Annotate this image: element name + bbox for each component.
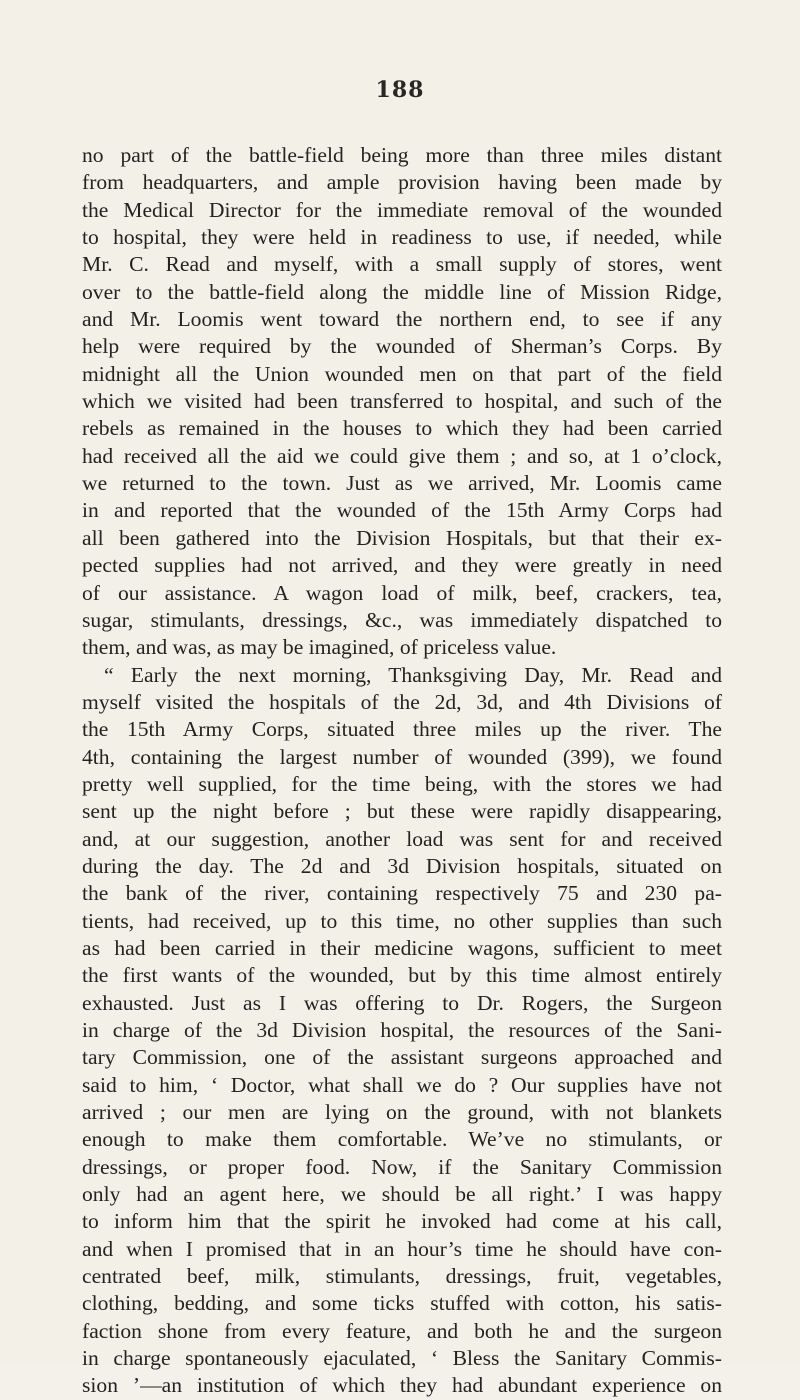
text-line: only had an agent here, we should be all right.’ I was happy xyxy=(82,1182,722,1207)
text-line: all been gathered into the Division Hospitals, but that their ex- xyxy=(82,525,722,550)
body-text xyxy=(82,142,722,1400)
text-line: them, and was, as may be imagined, of priceless value. xyxy=(82,635,557,660)
text-line: we returned to the town. Just as we arrived, Mr. Loomis came xyxy=(82,471,722,496)
text-line: faction shone from every feature, and both he and the surgeon xyxy=(82,1318,722,1343)
text-line: the Medical Director for the immediate removal of the wounded xyxy=(82,197,722,222)
text-line: sugar, stimulants, dressings, &c., was immediately dispatched to xyxy=(82,607,722,632)
text-line: “ Early the next morning, Thanksgiving Day, Mr. Read and xyxy=(104,662,722,687)
text-line: the first wants of the wounded, but by this time almost entirely xyxy=(82,963,722,988)
text-line: myself visited the hospitals of the 2d, 3d, and 4th Divisions of xyxy=(82,689,722,714)
text-line: said to him, ‘ Doctor, what shall we do ? Our supplies have not xyxy=(82,1072,722,1097)
text-line: as had been carried in their medicine wagons, sufficient to meet xyxy=(82,935,722,960)
text-line: the bank of the river, containing respectively 75 and 230 pa- xyxy=(82,881,722,906)
text-line: Mr. C. Read and myself, with a small supply of stores, went xyxy=(82,252,722,277)
text-line: during the day. The 2d and 3d Division hospitals, situated on xyxy=(82,853,722,878)
text-line: of our assistance. A wagon load of milk, beef, crackers, tea, xyxy=(82,580,722,605)
text-line: to inform him that the spirit he invoked had come at his call, xyxy=(82,1209,722,1234)
text-line: the 15th Army Corps, situated three miles up the river. The xyxy=(82,717,722,742)
text-line: rebels as remained in the houses to which they had been carried xyxy=(82,416,722,441)
text-line: which we visited had been transferred to hospital, and such of the xyxy=(82,389,722,414)
text-line: sent up the night before ; but these were rapidly disappearing, xyxy=(82,799,722,824)
text-line: clothing, bedding, and some ticks stuffed with cotton, his satis- xyxy=(82,1291,722,1316)
text-line: and, at our suggestion, another load was sent for and received xyxy=(82,826,722,851)
text-line: and Mr. Loomis went toward the northern end, to see if any xyxy=(82,307,722,332)
text-line: exhausted. Just as I was offering to Dr. Rogers, the Surgeon xyxy=(82,990,722,1015)
text-line: to hospital, they were held in readiness to use, if needed, while xyxy=(82,225,722,250)
text-line: 4th, containing the largest number of wounded (399), we found xyxy=(82,744,722,769)
text-line: in and reported that the wounded of the 15th Army Corps had xyxy=(82,498,722,523)
text-line: in charge spontaneously ejaculated, ‘ Bless the Sanitary Commis- xyxy=(82,1346,722,1371)
text-line: no part of the battle-field being more than three miles distant xyxy=(82,143,722,167)
text-line: had received all the aid we could give them ; and so, at 1 o’clock, xyxy=(82,443,722,468)
text-line: tary Commission, one of the assistant surgeons approached and xyxy=(82,1045,722,1070)
text-line: from headquarters, and ample provision having been made by xyxy=(82,170,722,195)
page-number: 188 xyxy=(375,77,425,103)
text-line: sion ’—an institution of which they had abundant experience on xyxy=(82,1373,722,1398)
text-line: and when I promised that in an hour’s time he should have con- xyxy=(82,1236,722,1261)
text-line: in charge of the 3d Division hospital, the resources of the Sani- xyxy=(82,1018,722,1042)
text-line: arrived ; our men are lying on the ground, with not blankets xyxy=(82,1100,722,1125)
text-line: help were required by the wounded of Sherman’s Corps. By xyxy=(82,334,722,359)
text-line: pected supplies had not arrived, and they were greatly in need xyxy=(82,553,722,578)
text-line: tients, had received, up to this time, no other supplies than such xyxy=(82,908,722,933)
text-line: enough to make them comfortable. We’ve no stimulants, or xyxy=(82,1127,722,1152)
text-line: midnight all the Union wounded men on that part of the field xyxy=(82,361,722,386)
text-line: dressings, or proper food. Now, if the Sanitary Commission xyxy=(82,1154,722,1179)
text-line: pretty well supplied, for the time being, with the stores we had xyxy=(82,771,722,796)
text-line: over to the battle-field along the middle line of Mission Ridge, xyxy=(82,279,722,304)
text-line: centrated beef, milk, stimulants, dressings, fruit, vegetables, xyxy=(82,1264,722,1289)
